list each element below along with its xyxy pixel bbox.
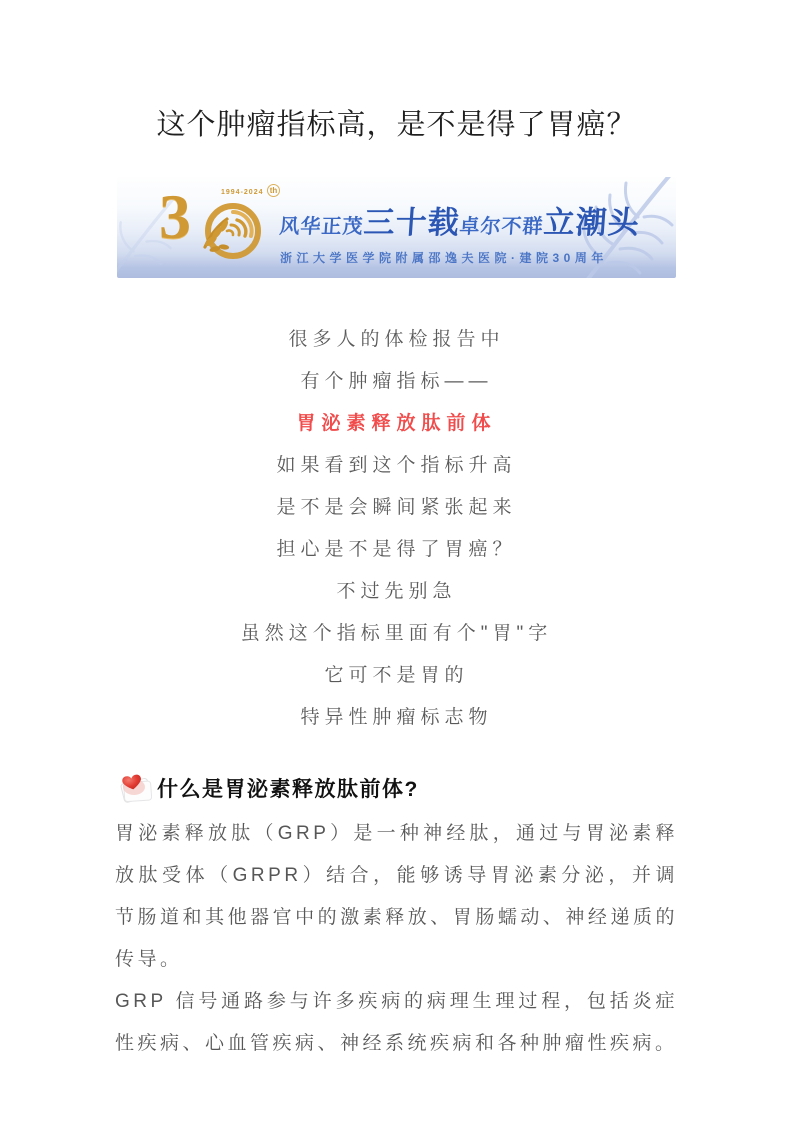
heart-card-icon <box>115 769 155 807</box>
stanza-line-highlight: 胃泌素释放肽前体 <box>296 413 497 434</box>
stanza-line: 很多人的体检报告中 <box>288 329 505 350</box>
stanza-line: 是不是会瞬间紧张起来 <box>276 497 517 518</box>
intro-stanza <box>0 319 793 739</box>
page-title: 这个肿瘤指标高，是不是得了胃癌？ <box>156 109 637 141</box>
stanza-line: 虽然这个指标里面有个"胃"字 <box>240 623 553 644</box>
slogan-part: 立潮头 <box>542 205 642 240</box>
logo-zero-swirl-icon <box>197 195 267 265</box>
stanza-line: 担心是不是得了胃癌？ <box>276 539 517 560</box>
banner-slogan <box>278 197 641 242</box>
banner-subtitle: 浙江大学医学院附属邵逸夫医院·建院30周年 <box>280 251 608 265</box>
stanza-line: 特异性肿瘤标志物 <box>300 707 493 728</box>
logo-years-label: 1994-2024 <box>221 189 264 196</box>
section-heading: 什么是胃泌素释放肽前体? <box>157 778 419 801</box>
paragraph: 胃泌素释放肽（GRP）是一种神经肽，通过与胃泌素释放肽受体（GRPR）结合，能够诱导胃泌素分泌，并调节肠道和其他器官中的激素释放、胃肠蠕动、神经递质的传导。 <box>115 823 678 970</box>
section-what-is-progrp <box>115 769 678 1065</box>
stanza-line: 如果看到这个指标升高 <box>276 455 517 476</box>
anniversary-banner <box>117 177 676 278</box>
slogan-part: 三十载 <box>362 205 462 240</box>
stanza-line: 有个肿瘤指标—— <box>300 371 493 392</box>
stanza-line: 它可不是胃的 <box>324 665 469 686</box>
slogan-part: 风华正茂 <box>278 216 365 238</box>
slogan-part: 卓尔不群 <box>458 216 545 238</box>
section-paragraphs <box>115 813 678 1065</box>
paragraph: GRP 信号通路参与许多疾病的病理生理过程，包括炎症性疾病、心血管疾病、神经系统疾病和各种肿瘤性疾病。 <box>115 991 678 1054</box>
logo-number-3: 3 <box>159 181 191 252</box>
stanza-line: 不过先别急 <box>336 581 457 602</box>
logo-th-badge: th <box>267 184 280 197</box>
banner-text <box>280 197 640 266</box>
logo-30th-anniversary-icon <box>159 181 284 273</box>
section-heading-row <box>115 769 678 807</box>
